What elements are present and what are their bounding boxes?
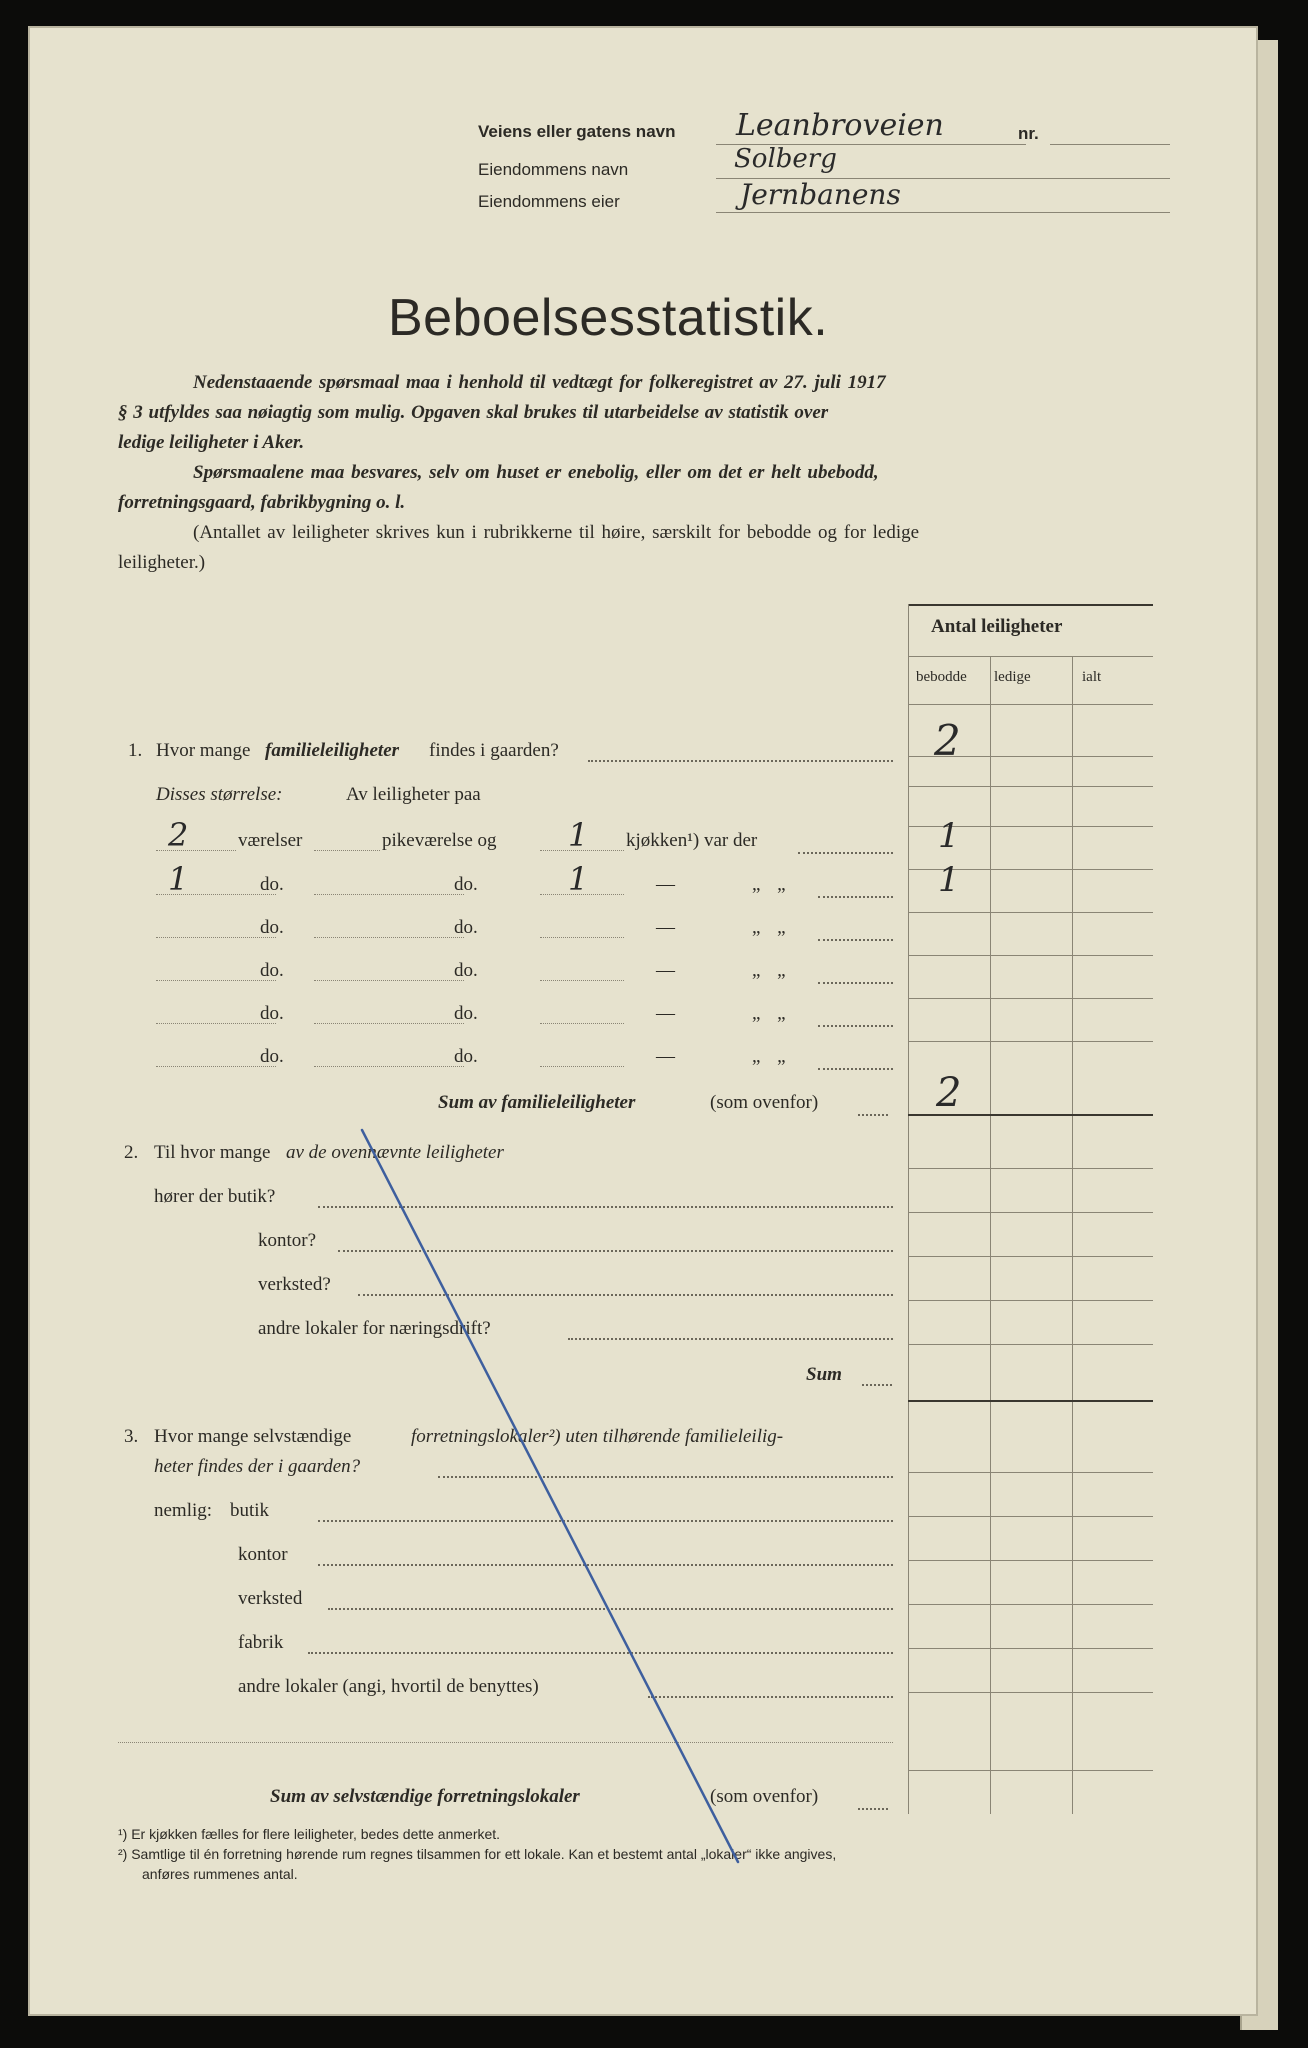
q2-text-b: av de ovennævnte leiligheter	[286, 1142, 504, 1163]
q2-sum: Sum	[806, 1364, 842, 1385]
row-col1: værelser	[238, 830, 303, 851]
footnote-1: ¹) Er kjøkken fælles for flere leiligheter, bedes dette anmerket.	[118, 1826, 501, 1842]
form-page	[28, 26, 1258, 2016]
q1-size-label-b: Av leiligheter paa	[346, 784, 481, 805]
row-col2: do.	[454, 1003, 478, 1024]
street-label: Veiens eller gatens navn	[478, 122, 676, 141]
footnote-2: ²) Samtlige til én forretning hørende rum regnes tilsammen for ett lokale. Kan et bestemt antal „lokaler“ ikke angives,	[118, 1846, 837, 1862]
rooms-value: 1	[168, 860, 189, 898]
q2-text-a: Til hvor mange	[154, 1142, 271, 1163]
q1-size-label: Disses størrelse:	[156, 784, 283, 805]
q1-text-c: findes i gaarden?	[429, 740, 559, 761]
intro-line-7: leiligheter.)	[118, 552, 206, 573]
q3-item-butik: butik	[230, 1500, 270, 1521]
row-col1: do.	[260, 917, 284, 938]
kitchen-value: 1	[568, 816, 589, 854]
q3-sum-label: Sum av selvstændige forretningslokaler	[270, 1786, 580, 1807]
q3-nemlig: nemlig:	[154, 1500, 213, 1521]
row-col3: kjøkken¹) var der	[626, 830, 758, 851]
property-value: Solberg	[734, 144, 837, 174]
property-label: Eiendommens navn	[478, 160, 629, 179]
q2-item-andre: andre lokaler for næringsdrift?	[258, 1318, 491, 1339]
row-ditto: „ „	[752, 960, 792, 981]
row-col1: do.	[260, 1046, 284, 1067]
strike-line	[362, 1130, 738, 1862]
q2-item-kontor: kontor?	[258, 1230, 317, 1251]
row-col2: do.	[454, 960, 478, 981]
owner-label: Eiendommens eier	[478, 192, 620, 211]
row-col2: do.	[454, 874, 478, 895]
row-col1: do.	[260, 960, 284, 981]
q1-text-a: Hvor mange	[156, 740, 251, 761]
q3-item-verksted: verksted	[238, 1588, 303, 1609]
col-ledige: ledige	[994, 669, 1031, 685]
intro-line-6: (Antallet av leiligheter skrives kun i rubrikkerne til høire, særskilt for bebodde og for ledige	[193, 522, 920, 543]
row-col1: do.	[260, 874, 284, 895]
q3-item-kontor: kontor	[238, 1544, 288, 1565]
row-col2: pikeværelse og	[382, 830, 497, 851]
q1-sum-label: Sum av familieleiligheter	[438, 1092, 636, 1113]
q1-text-b: familieleiligheter	[265, 740, 400, 761]
row-col2: do.	[454, 917, 478, 938]
table-title: Antal leiligheter	[931, 616, 1063, 637]
q3-number: 3.	[124, 1426, 139, 1447]
intro-line-1: Nedenstaaende spørsmaal maa i henhold til vedtægt for folkeregistret av 27. juli 1917	[193, 372, 886, 393]
col-bebodde: bebodde	[916, 669, 967, 685]
q3-text-b: forretningslokaler²) uten tilhørende familieleilig-	[411, 1426, 784, 1447]
rooms-value: 2	[168, 816, 189, 854]
owner-value: Jernbanens	[740, 178, 901, 211]
q1-number: 1.	[128, 740, 143, 761]
nr-label: nr.	[1018, 124, 1039, 143]
row-ditto: „ „	[752, 874, 792, 895]
row-col3: —	[656, 1046, 675, 1067]
footnote-2-cont: anføres rummenes antal.	[142, 1866, 298, 1882]
page-title: Beboelsesstatistik.	[388, 289, 829, 347]
q3-item-andre: andre lokaler (angi, hvortil de benyttes)	[238, 1676, 539, 1697]
street-value: Leanbroveien	[736, 108, 944, 143]
blue-pencil-strike	[28, 26, 1258, 2016]
row-col3: —	[656, 1003, 675, 1024]
intro-line-5: forretningsgaard, fabrikbygning o. l.	[118, 492, 406, 513]
row-ditto: „ „	[752, 1046, 792, 1067]
row-col3: —	[656, 874, 675, 895]
q1-sum-label-b: (som ovenfor)	[710, 1092, 819, 1113]
q2-item-verksted: verksted?	[258, 1274, 331, 1295]
q3-text-c: heter findes der i gaarden?	[154, 1456, 361, 1477]
intro-line-2: § 3 utfyldes saa nøiagtig som mulig. Opgaven skal brukes til utarbeidelse av statistik over	[118, 402, 829, 423]
q3-item-fabrik: fabrik	[238, 1632, 284, 1653]
row-ditto: „ „	[752, 1003, 792, 1024]
row-bebodde: 1	[938, 816, 960, 856]
row-col3: —	[656, 917, 675, 938]
q3-sum-label-b: (som ovenfor)	[710, 1786, 819, 1807]
q1-answer-bebodde: 2	[934, 716, 961, 765]
row-ditto: „ „	[752, 917, 792, 938]
kitchen-value: 1	[568, 860, 589, 898]
row-col2: do.	[454, 1046, 478, 1067]
row-col3: —	[656, 960, 675, 981]
q2-item-butik: hører der butik?	[154, 1186, 276, 1207]
intro-line-4: Spørsmaalene maa besvares, selv om huset er enebolig, eller om det er helt ubebodd,	[193, 462, 879, 483]
q2-number: 2.	[124, 1142, 139, 1163]
q1-sum-value: 2	[936, 1070, 962, 1116]
intro-line-3: ledige leiligheter i Aker.	[118, 432, 305, 453]
row-col1: do.	[260, 1003, 284, 1024]
row-bebodde: 1	[938, 860, 960, 900]
col-ialt: ialt	[1082, 669, 1102, 685]
q3-text-a: Hvor mange selvstændige	[154, 1426, 352, 1447]
